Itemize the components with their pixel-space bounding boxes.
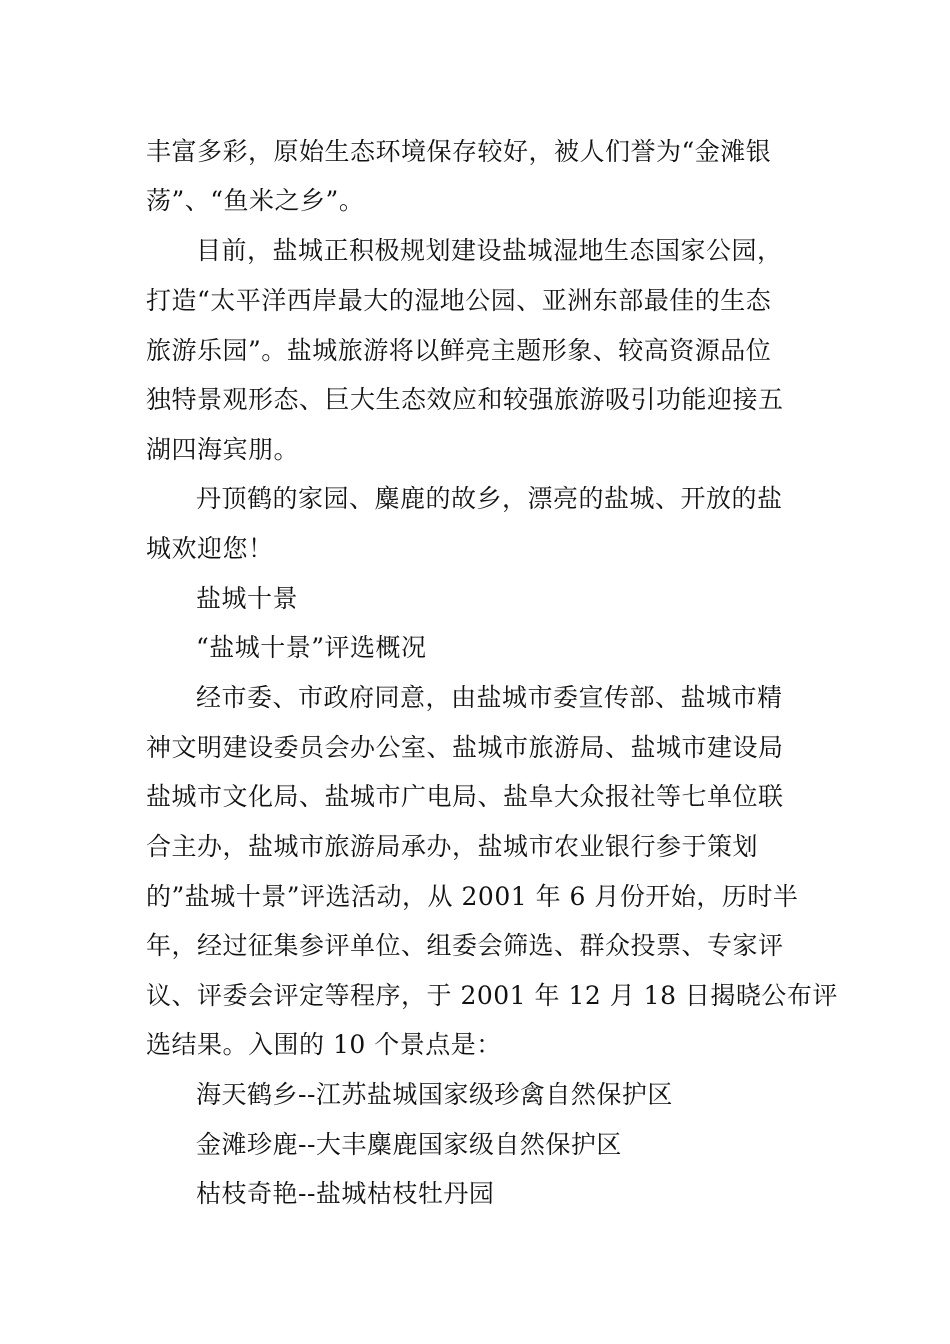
section-heading: 盐城十景 [196, 584, 299, 613]
subsection-heading: “盐城十景”评选概况 [196, 633, 427, 662]
text-line-8: 丹顶鹤的家园、麋鹿的故乡，漂亮的盐城、开放的盐 [196, 484, 783, 513]
text-line-19: 选结果。入围的 10 个景点是： [146, 1030, 502, 1059]
text-line-13: 神文明建设委员会办公室、盐城市旅游局、盐城市建设局 [146, 733, 784, 762]
list-item: 枯枝奇艳--盐城枯枝牡丹园 [196, 1179, 495, 1208]
text-line-6: 独特景观形态、巨大生态效应和较强旅游吸引功能迎接五 [146, 385, 784, 414]
text-line-15: 合主办，盐城市旅游局承办，盐城市农业银行参于策划 [146, 832, 759, 861]
list-item: 金滩珍鹿--大丰麋鹿国家级自然保护区 [196, 1130, 622, 1159]
text-line-4: 打造“太平洋西岸最大的湿地公园、亚洲东部最佳的生态 [146, 286, 772, 315]
text-line-2: 荡”、“鱼米之乡”。 [146, 186, 365, 215]
text-line-7: 湖四海宾朋。 [146, 435, 300, 464]
list-item: 海天鹤乡--江苏盐城国家级珍禽自然保护区 [196, 1080, 673, 1109]
text-line-12: 经市委、市政府同意，由盐城市委宣传部、盐城市精 [196, 683, 783, 712]
text-line-14: 盐城市文化局、盐城市广电局、盐阜大众报社等七单位联 [146, 782, 784, 811]
text-line-18: 议、评委会评定等程序，于 2001 年 12 月 18 日揭晓公布评 [146, 981, 838, 1010]
text-line-3: 目前，盐城正积极规划建设盐城湿地生态国家公园， [196, 236, 783, 265]
text-line-5: 旅游乐园”。盐城旅游将以鲜亮主题形象、较高资源品位 [146, 336, 772, 365]
text-line-17: 年，经过征集参评单位、组委会筛选、群众投票、专家评 [146, 931, 784, 960]
text-line-1: 丰富多彩，原始生态环境保存较好，被人们誉为“金滩银 [146, 137, 772, 166]
text-line-9: 城欢迎您！ [146, 534, 274, 563]
text-line-16: 的”盐城十景”评选活动，从 2001 年 6 月份开始，历时半 [146, 882, 799, 911]
